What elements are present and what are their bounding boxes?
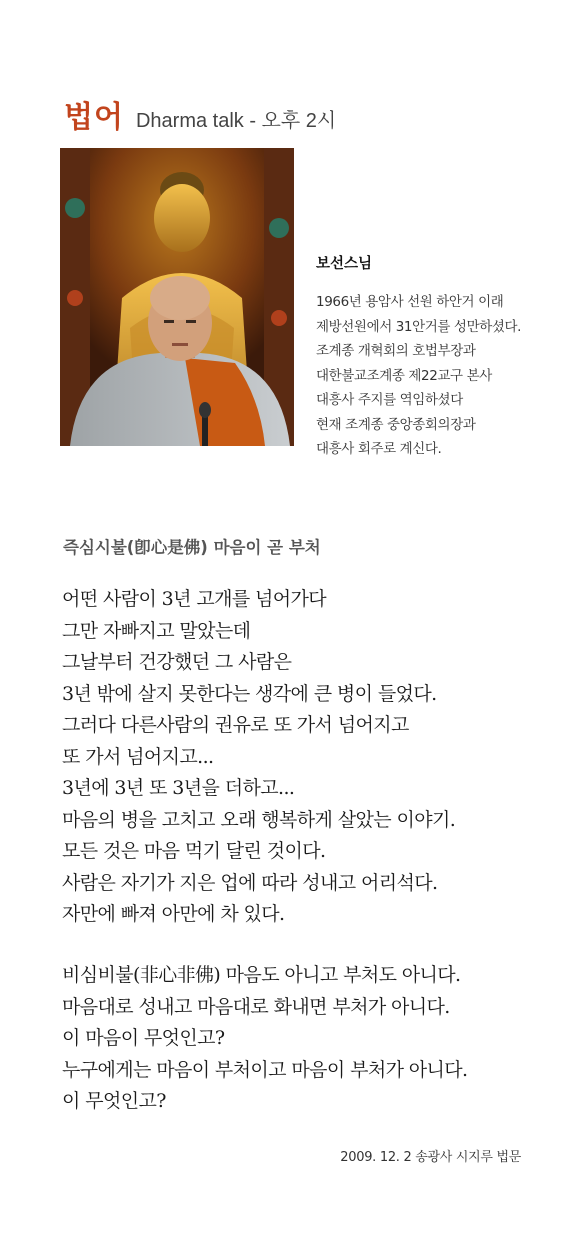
poem-line: 그날부터 건강했던 그 사람은	[62, 651, 292, 673]
poem-line: 자만에 빠져 아만에 차 있다.	[62, 903, 285, 925]
poem-line: 이 마음이 무엇인고?	[62, 1027, 225, 1049]
poem-line: 비심비불(非心非佛) 마음도 아니고 부처도 아니다.	[62, 964, 461, 986]
biography	[316, 252, 578, 462]
poem-line: 그러다 다른사람의 권유로 또 가서 넘어지고	[62, 714, 409, 736]
bio-line: 조계종 개혁회의 호법부장과	[316, 343, 476, 359]
poem-line: 3년 밖에 살지 못한다는 생각에 큰 병이 들었다.	[62, 682, 437, 705]
bio-line: 1966년 용암사 선원 하안거 이래	[316, 294, 504, 310]
poem-line: 3년에 3년 또 3년을 더하고...	[62, 777, 295, 799]
poem-part-2	[62, 960, 572, 1118]
header	[64, 92, 336, 136]
poem-line: 사람은 자기가 지은 업에 따라 성내고 어리석다.	[62, 871, 438, 894]
poem-line: 이 무엇인고?	[62, 1090, 166, 1112]
poem-line: 그만 자빠지고 말았는데	[62, 619, 251, 642]
poem-line: 모든 것은 마음 먹기 달린 것이다.	[62, 840, 326, 862]
bio-line: 대흥사 주지를 역임하셨다	[316, 392, 463, 408]
bio-line: 현재 조계종 중앙종회의장과	[316, 416, 476, 433]
poem-line: 마음대로 성내고 마음대로 화내면 부처가 아니다.	[62, 995, 450, 1018]
poem-part-1	[62, 584, 572, 931]
logo: 법어	[64, 100, 124, 135]
poem-line: 마음의 병을 고치고 오래 행복하게 살았는 이야기.	[62, 808, 456, 831]
monk-with-buddha-statue-icon	[60, 148, 294, 446]
bio-line: 대흥사 회주로 계신다.	[316, 441, 442, 457]
monk-name: 보선스님	[316, 256, 373, 272]
poem-line: 또 가서 넘어지고...	[62, 745, 214, 768]
bio-line: 대한불교조계종 제22교구 본사	[316, 367, 492, 384]
poem-line: 어떤 사람이 3년 고개를 넘어가다	[62, 588, 327, 610]
footer-source: 2009. 12. 2 송광사 시지루 법문	[340, 1150, 521, 1165]
header-subtitle: Dharma talk - 오후 2시	[135, 110, 337, 132]
monk-photo	[60, 148, 294, 446]
poem-line: 누구에게는 마음이 부처이고 마음이 부처가 아니다.	[62, 1058, 468, 1081]
section-title: 즉심시불(卽心是佛) 마음이 곧 부처	[63, 538, 321, 557]
bio-line: 제방선원에서 31안거를 성만하셨다.	[316, 318, 522, 335]
